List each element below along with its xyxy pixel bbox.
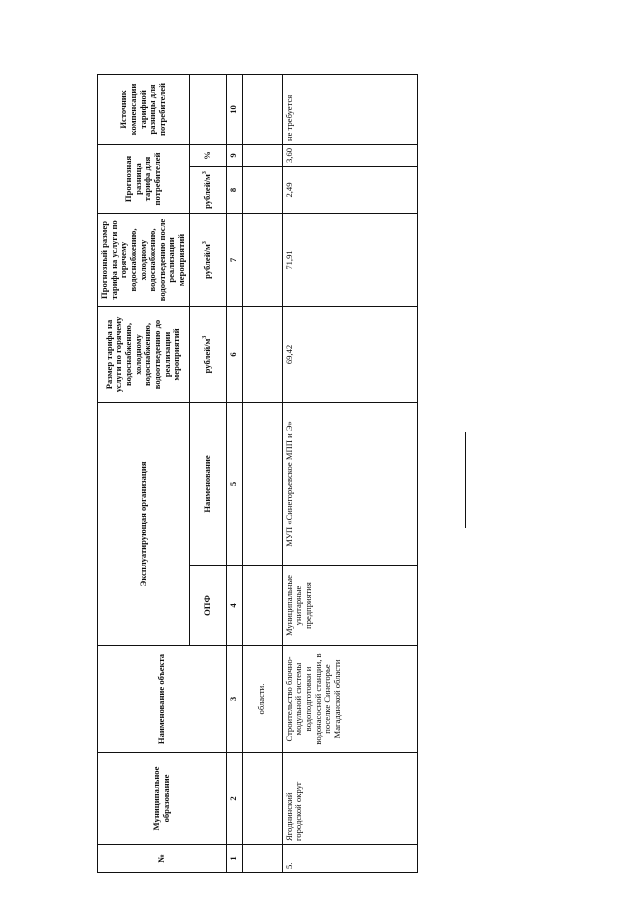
table-cell: [242, 74, 282, 144]
tariff-before-cell: 69,42: [282, 306, 417, 402]
header-tariff-diff: Прогнозная разница тарифа для потребителей: [98, 144, 190, 213]
subheader-opf: ОПФ: [189, 566, 226, 646]
signature-line: [465, 432, 466, 528]
diff-rub-cell: 2,49: [282, 166, 417, 213]
table-cell: [242, 566, 282, 646]
subheader-name: Наименование: [189, 402, 226, 565]
tariff-after-cell: 71,91: [282, 213, 417, 306]
column-number: 10: [226, 74, 242, 144]
org-name-cell: МУП «Синегорьевское МПП и Э»: [282, 402, 417, 565]
column-number: 5: [226, 402, 242, 565]
diff-percent-cell: 3,60: [282, 144, 417, 166]
rotated-table-container: [97, 75, 418, 873]
column-number: 9: [226, 144, 242, 166]
compensation-source-cell: не требуется: [282, 74, 417, 144]
table-cell: [242, 845, 282, 873]
tariff-table: [97, 74, 418, 873]
table-cell: [242, 166, 282, 213]
table-row: [282, 74, 417, 872]
column-number: 6: [226, 306, 242, 402]
continuation-row: [242, 74, 282, 872]
subheader-unit-percent: %: [189, 144, 226, 166]
header-object-name: Наименование объекта: [98, 646, 227, 753]
column-number: 7: [226, 213, 242, 306]
subheader-unit-after: рублей/$м^3$: [189, 213, 226, 306]
header-no: №: [98, 845, 227, 873]
municipality-cell: Ягоднинский городской округ: [282, 753, 417, 845]
subheader-unit-diff: рублей/$м^3$: [189, 166, 226, 213]
column-number: 8: [226, 166, 242, 213]
table-cell: [242, 753, 282, 845]
object-name-continuation: области.: [242, 646, 282, 753]
header-operator: Эксплуатирующая организация: [98, 402, 190, 645]
table-cell: [242, 402, 282, 565]
column-number: 3: [226, 646, 242, 753]
header-tariff-after: Прогнозный размер тарифа на услуги по горячему водоснабжению, холодному водоснабжению, водоотведению после реализации мероприятий: [98, 213, 190, 306]
column-number: 4: [226, 566, 242, 646]
column-number: 2: [226, 753, 242, 845]
opf-cell: Муниципальные унитарные предприятия: [282, 566, 417, 646]
header-municipality: Муниципальное образование: [98, 753, 227, 845]
subheader-unit-before: рублей/$м^3$: [189, 306, 226, 402]
object-name-cell: Строительство блочно-модульной системы водоподготовки и водонасосной станции, в поселке Синегорье Магаданской области: [282, 646, 417, 753]
row-number: 5.: [282, 845, 417, 873]
header-compensation-source: Источник компенсации тарифной разницы для потребителей: [98, 74, 190, 144]
header-tariff-before: Размер тарифа на услуги по горячему водоснабжению, холодному водоснабжению, водоотведению до реализации мероприятий: [98, 306, 190, 402]
table-cell: [242, 213, 282, 306]
subheader-empty: [189, 74, 226, 144]
column-number-row: [226, 74, 242, 872]
table-cell: [242, 306, 282, 402]
header-row: [98, 74, 190, 872]
table-cell: [242, 144, 282, 166]
column-number: 1: [226, 845, 242, 873]
